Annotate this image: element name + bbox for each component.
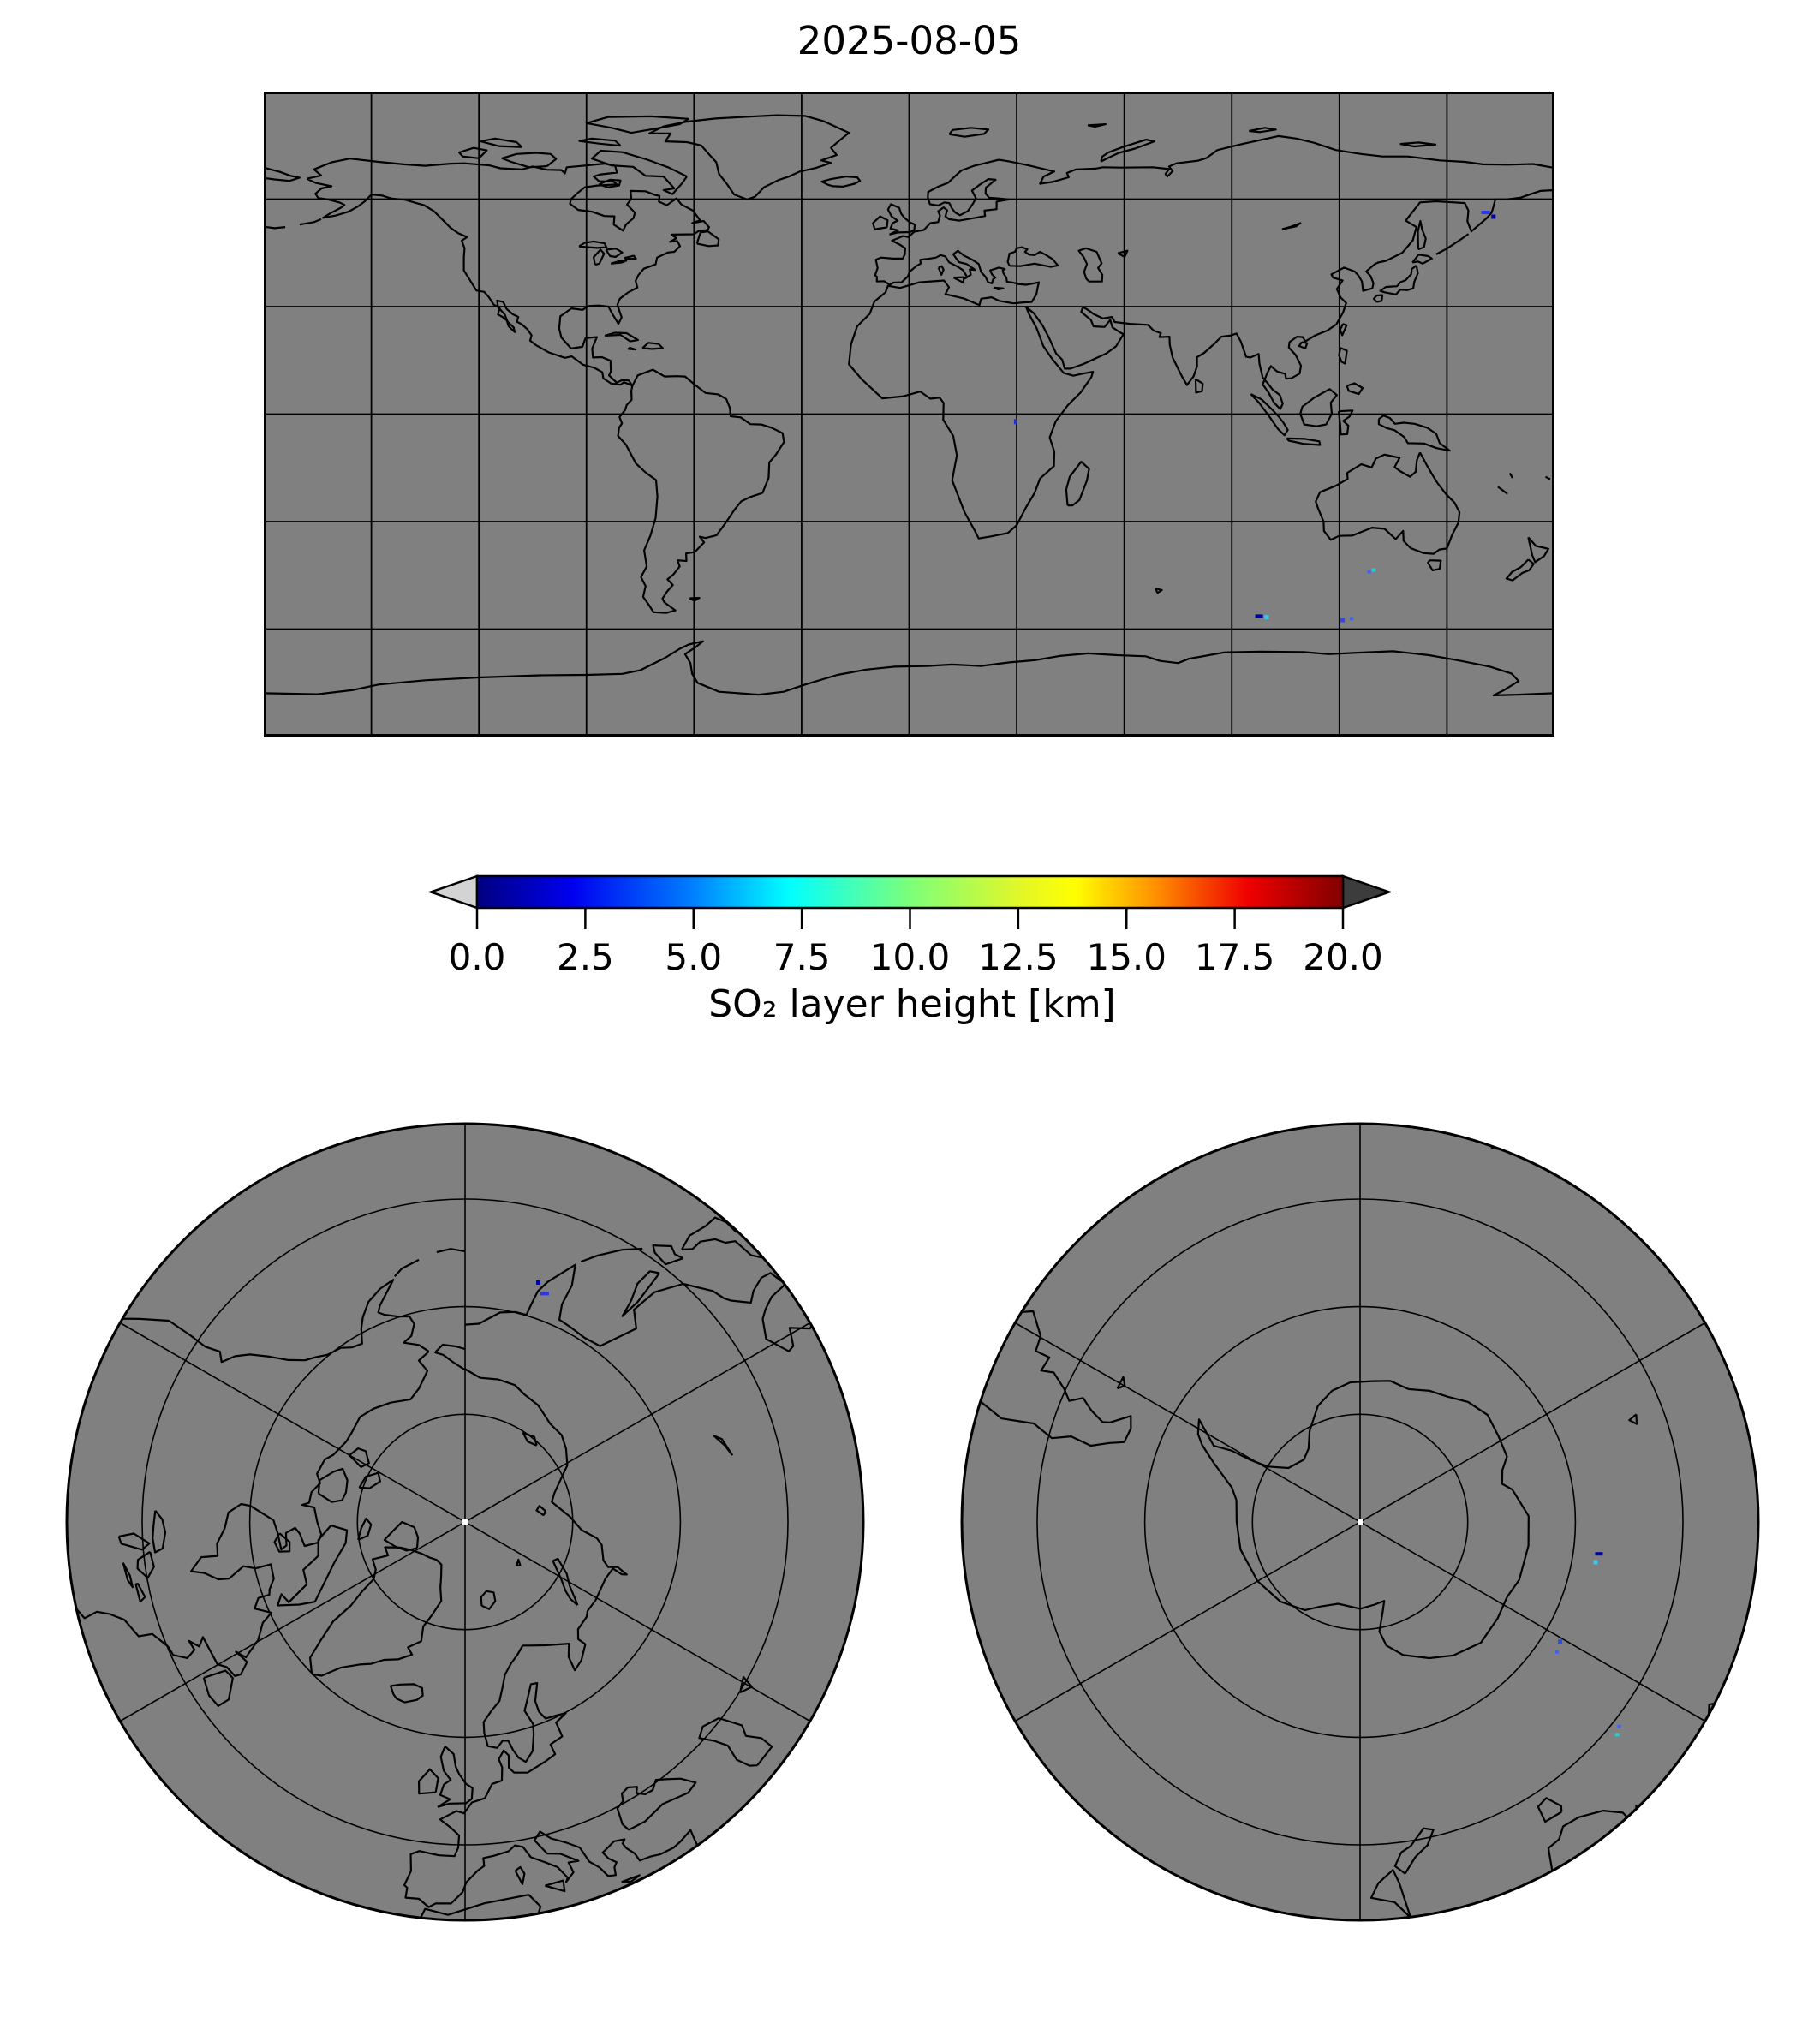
so2-data-point xyxy=(1491,215,1495,219)
so2-data-point xyxy=(1340,618,1345,623)
north-polar-map xyxy=(60,1117,870,1927)
colorbar-over-arrow xyxy=(1343,876,1389,908)
colorbar-tick-label: 10.0 xyxy=(869,936,951,978)
colorbar-svg xyxy=(420,861,1405,981)
figure-title: 2025-08-05 xyxy=(797,18,1022,63)
colorbar-tick-label: 0.0 xyxy=(448,936,506,978)
colorbar-tick-label: 7.5 xyxy=(773,936,831,978)
colorbar-ticks xyxy=(449,908,1383,978)
so2-data-point xyxy=(1615,1733,1620,1736)
so2-data-point xyxy=(536,1280,540,1285)
colorbar-label: SO₂ layer height [km] xyxy=(708,982,1116,1026)
south-pole-marker xyxy=(1358,1519,1363,1525)
colorbar-tick-label: 20.0 xyxy=(1303,936,1383,978)
colorbar-gradient-bar xyxy=(477,876,1343,908)
so2-data-point xyxy=(1594,1561,1598,1565)
so2-data-point xyxy=(1372,569,1376,572)
colorbar-tick-label: 15.0 xyxy=(1086,936,1167,978)
colorbar-under-arrow xyxy=(431,876,477,908)
world-map xyxy=(264,92,1554,737)
colorbar-tick-label: 5.0 xyxy=(665,936,723,978)
so2-data-point xyxy=(1555,1650,1559,1654)
south-polar-map-panel xyxy=(955,1117,1765,1927)
colorbar-tick-label: 2.5 xyxy=(556,936,614,978)
south-polar-map xyxy=(955,1117,1765,1927)
colorbar xyxy=(420,861,1405,981)
world-map-panel xyxy=(264,92,1554,737)
so2-data-point xyxy=(1368,570,1371,574)
so2-data-point xyxy=(1596,1552,1603,1555)
north-polar-map-panel xyxy=(60,1117,870,1927)
so2-data-point xyxy=(1558,1639,1562,1644)
so2-data-point xyxy=(1256,614,1263,618)
so2-data-point xyxy=(1264,615,1268,619)
colorbar-tick-label: 12.5 xyxy=(978,936,1059,978)
north-pole-marker xyxy=(462,1519,468,1525)
colorbar-tick-label: 17.5 xyxy=(1194,936,1275,978)
so2-data-point xyxy=(1482,211,1490,214)
so2-data-point xyxy=(540,1292,549,1295)
so2-data-point xyxy=(1618,1725,1621,1728)
so2-data-point xyxy=(1014,419,1017,424)
so2-data-point xyxy=(1350,617,1353,620)
